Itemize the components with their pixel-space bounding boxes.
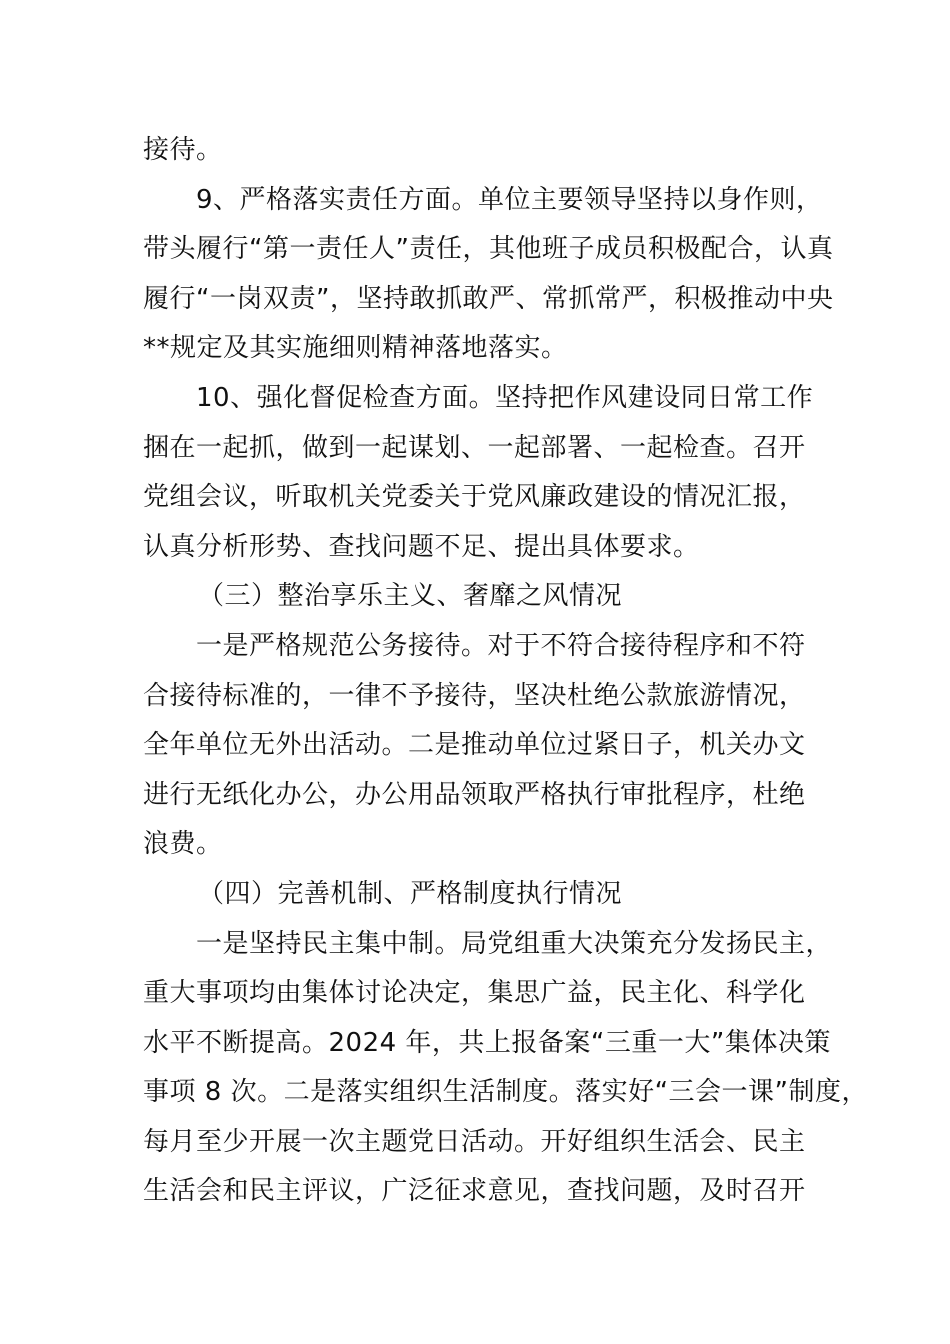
paragraph-section-4-body [143, 920, 869, 1218]
heading-text: （三）整治享乐主义、奢靡之风情况 [198, 581, 623, 612]
heading-text: （四）完善机制、严格制度执行情况 [198, 878, 623, 909]
text-line: 捆在一起抓，做到一起谋划、一起部署、一起检查。召开 [143, 432, 806, 463]
text-line: 9、严格落实责任方面。单位主要领导坚持以身作则， [196, 184, 823, 215]
paragraph-item-9 [143, 176, 834, 374]
paragraph-continuation [143, 126, 809, 176]
text-line: 全年单位无外出活动。二是推动单位过紧日子，机关办文 [143, 730, 806, 761]
text-line: 认真分析形势、查找问题不足、提出具体要求。 [143, 531, 700, 562]
text-line: 每月至少开展一次主题党日活动。开好组织生活会、民主 [143, 1126, 806, 1157]
text-line: 带头履行“第一责任人”责任，其他班子成员积极配合，认真 [143, 234, 834, 265]
text-line: 重大事项均由集体讨论决定，集思广益，民主化、科学化 [143, 978, 806, 1009]
text-line: 10、强化督促检查方面。坚持把作风建设同日常工作 [196, 382, 814, 413]
text-line: **规定及其实施细则精神落地落实。 [143, 333, 568, 364]
text-line: 浪费。 [143, 829, 223, 860]
text-line: 水平不断提高。2024 年，共上报备案“三重一大”集体决策 [143, 1027, 831, 1058]
text-line: 事项 8 次。二是落实组织生活制度。落实好“三会一课”制度， [143, 1077, 869, 1108]
section-heading-4 [143, 870, 809, 920]
text-line: 生活会和民主评议，广泛征求意见，查找问题，及时召开 [143, 1176, 806, 1207]
text-line: 合接待标准的，一律不予接待，坚决杜绝公款旅游情况， [143, 680, 806, 711]
text-line: 履行“一岗双责”，坚持敢抓敢严、常抓常严，积极推动中央 [143, 283, 834, 314]
text-line: 一是严格规范公务接待。对于不符合接待程序和不符 [196, 630, 806, 661]
document-body [143, 126, 869, 1217]
text-line: 党组会议，听取机关党委关于党风廉政建设的情况汇报， [143, 482, 806, 513]
paragraph-item-10 [143, 374, 814, 572]
section-heading-3 [143, 572, 809, 622]
text-line: 接待。 [143, 135, 223, 165]
paragraph-section-3-body [143, 622, 809, 870]
text-line: 一是坚持民主集中制。局党组重大决策充分发扬民主， [196, 928, 833, 959]
text-line: 进行无纸化办公，办公用品领取严格执行审批程序，杜绝 [143, 779, 806, 810]
